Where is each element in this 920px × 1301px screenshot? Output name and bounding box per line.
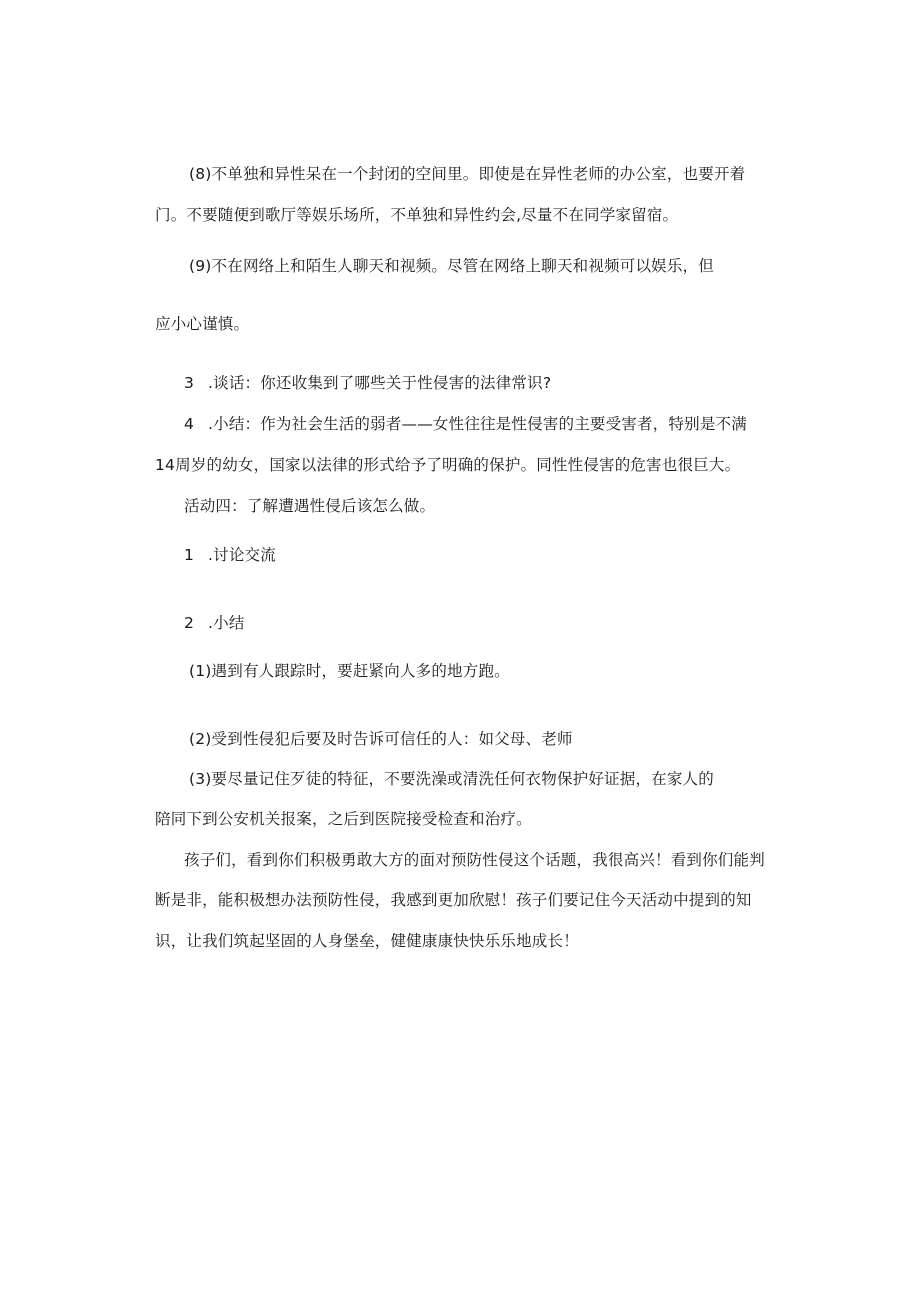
closing-line-2: 断是非，能积极想办法预防性侵，我感到更加欣慰！孩子们要记住今天活动中提到的知 — [155, 891, 752, 909]
summary-line-2: 14周岁的幼女，国家以法律的形式给予了明确的保护。同性性侵害的危害也很巨大。 — [155, 456, 741, 474]
activity-four-heading: 活动四：了解遭遇性侵后该怎么做。 — [184, 497, 436, 515]
item-number: 4 — [184, 415, 195, 433]
para-8-line-2: 门。不要随便到歌厅等娱乐场所，不单独和异性约会,尽量不在同学家留宿。 — [155, 206, 679, 224]
discuss-item — [184, 545, 276, 565]
para-8-line-1: (8)不单独和异性呆在一个封闭的空间里。即使是在异性老师的办公室，也要开着 — [189, 165, 746, 183]
talk-item — [184, 373, 551, 393]
summary2-item — [184, 613, 245, 633]
para-9-line-1: (9)不在网络上和陌生人聊天和视频。尽管在网络上聊天和视频可以娱乐，但 — [189, 257, 714, 275]
item-number: 2 — [184, 614, 195, 632]
tip-1: (1)遇到有人跟踪时，要赶紧向人多的地方跑。 — [189, 662, 510, 680]
closing-line-1: 孩子们，看到你们积极勇敢大方的面对预防性侵这个话题，我很高兴！看到你们能判 — [184, 851, 765, 869]
summary-text: .小结：作为社会生活的弱者——女性往往是性侵害的主要受害者，特别是不满 — [208, 415, 747, 433]
tip-2: (2)受到性侵犯后要及时告诉可信任的人：如父母、老师 — [189, 730, 573, 748]
summary-item — [184, 414, 747, 434]
summary2-text: .小结 — [208, 614, 245, 632]
talk-text: .谈话：你还收集到了哪些关于性侵害的法律常识? — [208, 374, 552, 392]
para-9-line-2: 应小心谨慎。 — [155, 315, 250, 333]
tip-3-line-2: 陪同下到公安机关报案，之后到医院接受检查和治疗。 — [155, 810, 532, 828]
tip-3-line-1: (3)要尽量记住歹徒的特征，不要洗澡或清洗任何衣物保护好证据，在家人的 — [189, 770, 714, 788]
item-number: 3 — [184, 374, 195, 392]
discuss-text: .讨论交流 — [208, 546, 276, 564]
item-number: 1 — [184, 546, 195, 564]
closing-line-3: 识，让我们筑起坚固的人身堡垒，健健康康快快乐乐地成长！ — [155, 932, 579, 950]
